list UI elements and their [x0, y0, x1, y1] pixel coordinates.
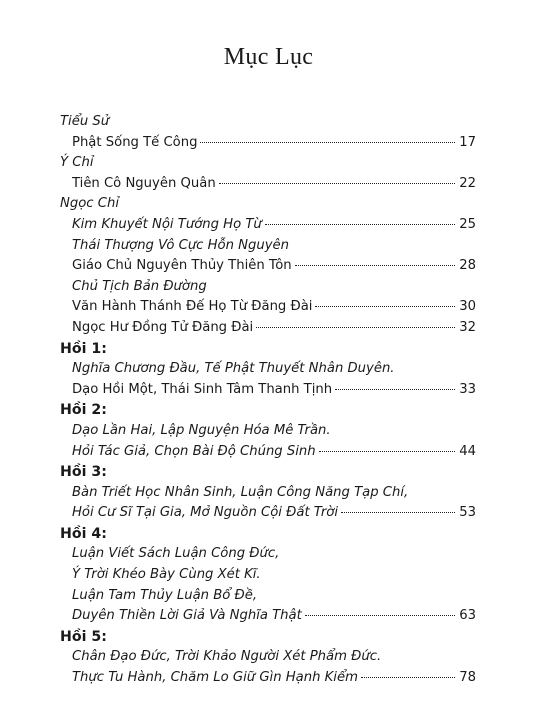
- toc-entry-title: Hồi 2:: [60, 402, 107, 419]
- toc-entry-title: Thực Tu Hành, Chăm Lo Giữ Gìn Hạnh Kiểm: [72, 670, 358, 686]
- toc-entry: [60, 565, 476, 586]
- toc-entry-title: Ngọc Chỉ: [60, 196, 119, 212]
- toc-page-number: 78: [459, 670, 476, 686]
- toc-entry: [60, 133, 476, 154]
- toc-entry: [60, 277, 476, 298]
- dot-leader: [341, 512, 455, 513]
- toc-entry: [60, 256, 476, 277]
- dot-leader: [256, 327, 455, 328]
- table-of-contents: [60, 112, 476, 689]
- toc-entry: [60, 297, 476, 318]
- toc-entry: [60, 503, 476, 524]
- toc-entry-title: Chủ Tịch Bản Đường: [72, 278, 207, 294]
- toc-chapter-heading: [60, 524, 476, 545]
- toc-entry-title: Dạo Lần Hai, Lập Nguyện Hóa Mê Trần.: [72, 422, 331, 438]
- toc-chapter-heading: [60, 627, 476, 648]
- toc-chapter-heading: [60, 462, 476, 483]
- toc-entry: [60, 359, 476, 380]
- toc-entry-title: Luận Tam Thủy Luận Bổ Đề,: [72, 587, 258, 603]
- toc-page-number: 25: [459, 216, 476, 232]
- toc-entry-title: Hồi 3:: [60, 464, 107, 481]
- toc-entry-title: Thái Thượng Vô Cực Hỗn Nguyên: [72, 237, 290, 253]
- dot-leader: [295, 265, 455, 266]
- toc-page-number: 28: [459, 258, 476, 274]
- toc-entry: [60, 153, 476, 174]
- toc-entry-title: Hỏi Cư Sĩ Tại Gia, Mở Nguồn Cội Đất Trời: [72, 505, 338, 521]
- toc-entry-title: Nghĩa Chương Đầu, Tế Phật Thuyết Nhân Duyên.: [72, 361, 395, 377]
- dot-leader: [361, 677, 455, 678]
- dot-leader: [265, 224, 455, 225]
- toc-entry-title: Tiên Cô Nguyên Quân: [72, 175, 216, 191]
- toc-entry: [60, 668, 476, 689]
- toc-page-number: 32: [459, 319, 476, 335]
- toc-page-number: 17: [459, 134, 476, 150]
- dot-leader: [319, 451, 455, 452]
- toc-entry-title: Tiểu Sử: [60, 114, 110, 129]
- toc-entry-title: Luận Viết Sách Luận Công Đức,: [72, 546, 280, 562]
- toc-entry-title: Ý Trời Khéo Bày Cùng Xét Kĩ.: [72, 567, 261, 583]
- toc-entry-title: Ý Chỉ: [60, 155, 94, 171]
- toc-entry-title: Phật Sống Tế Công: [72, 134, 198, 150]
- toc-chapter-heading: [60, 400, 476, 421]
- toc-page-number: 33: [459, 381, 476, 397]
- dot-leader: [315, 306, 455, 307]
- toc-entry: [60, 442, 476, 463]
- toc-page-number: 30: [459, 299, 476, 315]
- toc-chapter-heading: [60, 339, 476, 360]
- toc-entry: [60, 606, 476, 627]
- toc-page-number: 63: [459, 608, 476, 624]
- toc-entry-title: Hồi 1:: [60, 340, 107, 357]
- toc-entry: [60, 174, 476, 195]
- toc-entry-title: Hỏi Tác Giả, Chọn Bài Độ Chúng Sinh: [72, 443, 316, 459]
- toc-entry: [60, 215, 476, 236]
- toc-entry-title: Kim Khuyết Nội Tướng Họ Từ: [72, 216, 262, 232]
- toc-entry: [60, 483, 476, 504]
- toc-entry: [60, 236, 476, 257]
- dot-leader: [305, 615, 455, 616]
- dot-leader: [200, 142, 455, 143]
- toc-entry: [60, 380, 476, 401]
- toc-entry-title: Hồi 4:: [60, 525, 107, 542]
- toc-entry-title: Hồi 5:: [60, 628, 107, 645]
- page-title: Mục Lục: [223, 44, 314, 70]
- toc-entry: [60, 194, 476, 215]
- toc-entry-title: Chân Đạo Đức, Trời Khảo Người Xét Phẩm Đức.: [72, 649, 382, 665]
- dot-leader: [335, 389, 455, 390]
- toc-page-number: 44: [459, 443, 476, 459]
- toc-entry-title: Văn Hành Thánh Đế Họ Từ Đăng Đài: [72, 299, 313, 315]
- toc-entry: [60, 318, 476, 339]
- toc-entry: [60, 647, 476, 668]
- toc-page-number: 53: [459, 505, 476, 521]
- toc-page-number: 22: [459, 175, 476, 191]
- toc-entry-title: Dạo Hồi Một, Thái Sinh Tâm Thanh Tịnh: [72, 381, 333, 397]
- toc-entry-title: Ngọc Hư Đồng Tử Đăng Đài: [72, 319, 254, 335]
- toc-entry-title: Duyên Thiền Lời Giả Và Nghĩa Thật: [72, 608, 302, 624]
- toc-entry: [60, 544, 476, 565]
- toc-entry-title: Giáo Chủ Nguyên Thủy Thiên Tôn: [72, 258, 292, 274]
- dot-leader: [219, 183, 455, 184]
- toc-entry-title: Bàn Triết Học Nhân Sinh, Luận Công Năng Tạp Chí,: [72, 484, 409, 500]
- toc-entry: [60, 421, 476, 442]
- toc-entry: [60, 112, 476, 133]
- toc-entry: [60, 586, 476, 607]
